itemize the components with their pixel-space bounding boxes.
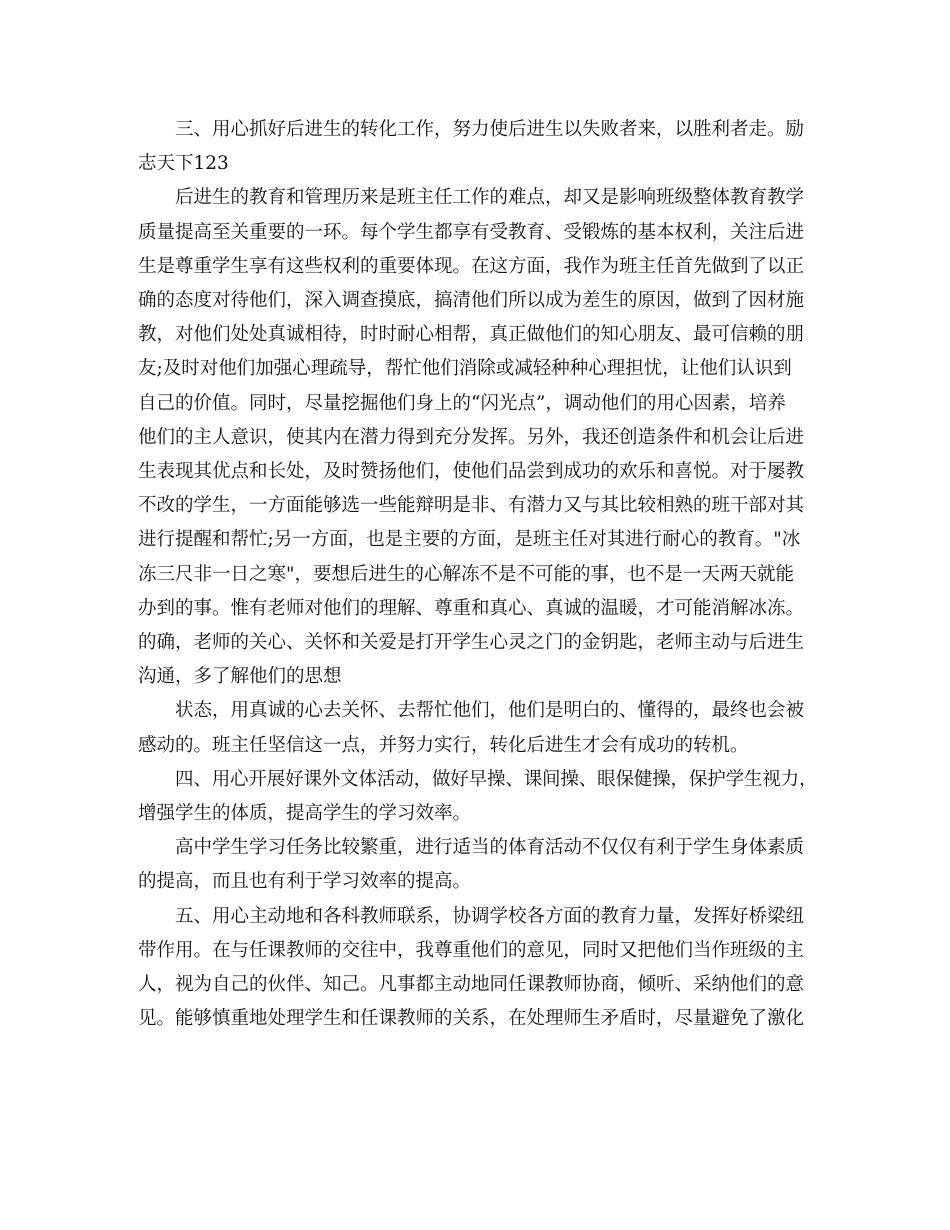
text-line: 增强学生的体质，提高学生的学习效率。: [138, 803, 472, 825]
paragraph: [138, 113, 818, 181]
paragraph: [138, 694, 818, 762]
text-line: 自己的价值。同时，尽量挖掘他们身上的“闪光点”，调动他们的用心因素，培养: [138, 392, 786, 414]
paragraph: [138, 900, 818, 1037]
text-line: 后进生的教育和管理历来是班主任工作的难点，却又是影响班级整体教育教学: [175, 187, 805, 209]
body-text: [138, 113, 818, 1036]
text-line: 三、用心抓好后进生的转化工作，努力使后进生以失败者来，以胜利者走。励: [175, 119, 805, 140]
text-line: 友;及时对他们加强心理疏导，帮忙他们消除或减轻种种心理担忧，让他们认识到: [138, 358, 792, 380]
text-line: 冻三尺非一日之寒"，要想后进生的心解冻不是不可能的事，也不是一天两天就能: [138, 563, 795, 585]
text-line: 的确，老师的关心、关怀和关爱是打开学生心灵之门的金钥匙，老师主动与后进生: [138, 632, 805, 654]
text-line: 感动的。班主任坚信这一点，并努力实行，转化后进生才会有成功的转机。: [138, 734, 749, 756]
text-line: 五、用心主动地和各科教师联系，协调学校各方面的教育力量，发挥好桥梁纽: [175, 905, 805, 927]
text-line: 不改的学生，一方面能够选一些能辩明是非、有潜力又与其比较相熟的班干部对其: [138, 495, 805, 517]
text-line: 教，对他们处处真诚相待，时时耐心相帮，真正做他们的知心朋友、最可信赖的朋: [138, 324, 805, 346]
paragraph: [138, 831, 818, 899]
text-line: 的提高，而且也有利于学习效率的提高。: [138, 871, 472, 893]
text-line: 进行提醒和帮忙;另一方面，也是主要的方面，是班主任对其进行耐心的教育。"冰: [138, 529, 801, 551]
text-line: 办到的事。惟有老师对他们的理解、尊重和真心、真诚的温暖，才可能消解冰冻。: [138, 597, 805, 619]
text-line: 人，视为自己的伙伴、知己。凡事都主动地同任课教师协商，倾听、采纳他们的意: [138, 974, 805, 996]
text-line: 状态，用真诚的心去关怀、去帮忙他们，他们是明白的、懂得的，最终也会被: [175, 700, 805, 722]
text-line: 生表现其优点和长处，及时赞扬他们，使他们品尝到成功的欢乐和喜悦。对于屡教: [138, 461, 805, 483]
text-line: 带作用。在与任课教师的交往中，我尊重他们的意见，同时又把他们当作班级的主: [138, 939, 805, 961]
text-line: 沟通，多了解他们的思想: [138, 666, 342, 688]
text-line: 他们的主人意识，使其内在潜力得到充分发挥。另外，我还创造条件和机会让后进: [138, 426, 805, 448]
text-line: 高中学生学习任务比较繁重，进行适当的体育活动不仅仅有利于学生身体素质: [175, 837, 805, 859]
text-line: 见。能够慎重地处理学生和任课教师的关系，在处理师生矛盾时，尽量避免了激化: [138, 1008, 805, 1030]
text-line: 确的态度对待他们，深入调查摸底，搞清他们所以成为差生的原因，做到了因材施: [138, 290, 805, 312]
text-line: 四、用心开展好课外文体活动，做好早操、课间操、眼保健操，保护学生视力，: [175, 768, 818, 790]
text-line: 志天下123: [138, 153, 229, 175]
text-line: 生是尊重学生享有这些权利的重要体现。在这方面，我作为班主任首先做到了以正: [138, 255, 805, 277]
paragraph: [138, 181, 818, 694]
text-line: 质量提高至关重要的一环。每个学生都享有受教育、受锻炼的基本权利，关注后进: [138, 221, 805, 243]
paragraph: [138, 763, 818, 831]
